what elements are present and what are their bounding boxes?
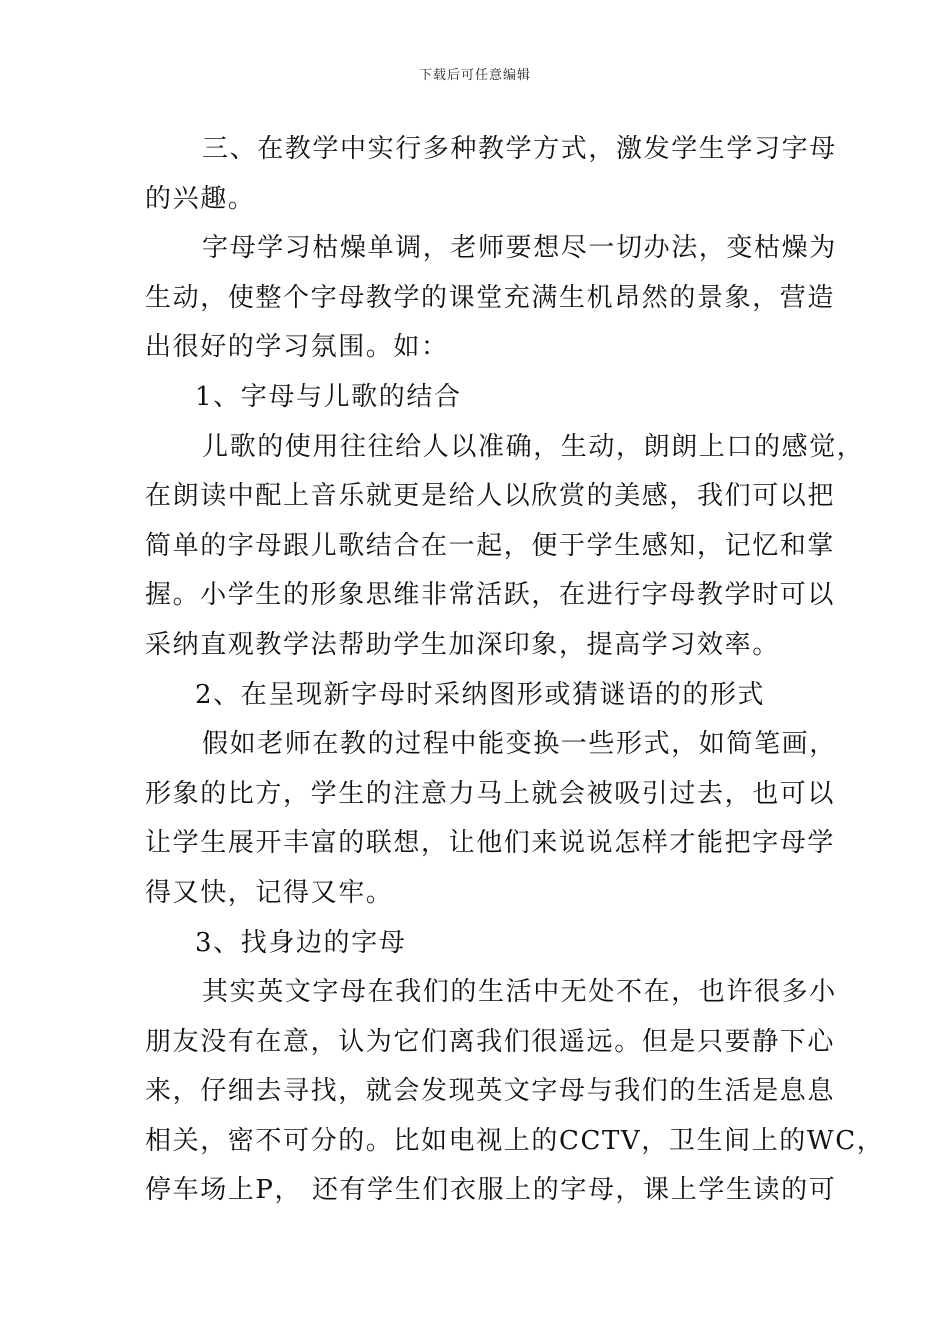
text-line: 朋友没有在意，认为它们离我们很遥远。但是只要静下心: [145, 1026, 836, 1057]
section-heading: 2、在呈现新字母时采纳图形或猜谜语的的形式: [195, 679, 766, 710]
document-body: [145, 125, 885, 1216]
text-line: 形象的比方，学生的注意力马上就会被吸引过去，也可以: [145, 778, 836, 809]
text-line: 字母学习枯燥单调，老师要想尽一切办法，变枯燥为: [202, 233, 837, 264]
text-line: 出很好的学习氛围。如：: [145, 332, 449, 363]
text-line: 简单的字母跟儿歌结合在一起，便于学生感知，记忆和掌: [145, 530, 836, 561]
text-line: 来，仔细去寻找，就会发现英文字母与我们的生活是息息: [145, 1076, 836, 1107]
text-line: 其实英文字母在我们的生活中无处不在，也许很多小: [202, 977, 837, 1008]
text-line: 假如老师在教的过程中能变换一些形式，如简笔画，: [202, 729, 837, 760]
section-heading: 1、字母与儿歌的结合: [195, 381, 462, 412]
text-line: 儿歌的使用往往给人以准确，生动，朗朗上口的感觉，: [202, 431, 865, 462]
text-line: 生动，使整个字母教学的课堂充满生机昂然的景象，营造: [145, 282, 836, 313]
text-line: 三、在教学中实行多种教学方式，激发学生学习字母: [202, 134, 837, 164]
page-header: 下载后可任意编辑: [418, 68, 531, 83]
text-line: 握。小学生的形象思维非常活跃，在进行字母教学时可以: [145, 580, 836, 611]
section-heading: 3、找身边的字母: [195, 927, 407, 958]
text-line: 采纳直观教学法帮助学生加深印象，提高学习效率。: [145, 629, 780, 660]
text-line: 得又快，记得又牢。: [145, 877, 394, 908]
text-line: 的兴趣。: [145, 183, 256, 214]
text-line: 停车场上P， 还有学生们衣服上的字母，课上学生读的可: [145, 1175, 837, 1206]
text-line: 相关，密不可分的。比如电视上的CCTV，卫生间上的WC，: [145, 1125, 885, 1156]
text-line: 让学生展开丰富的联想，让他们来说说怎样才能把字母学: [145, 828, 836, 859]
text-line: 在朗读中配上音乐就更是给人以欣赏的美感，我们可以把: [145, 481, 836, 512]
